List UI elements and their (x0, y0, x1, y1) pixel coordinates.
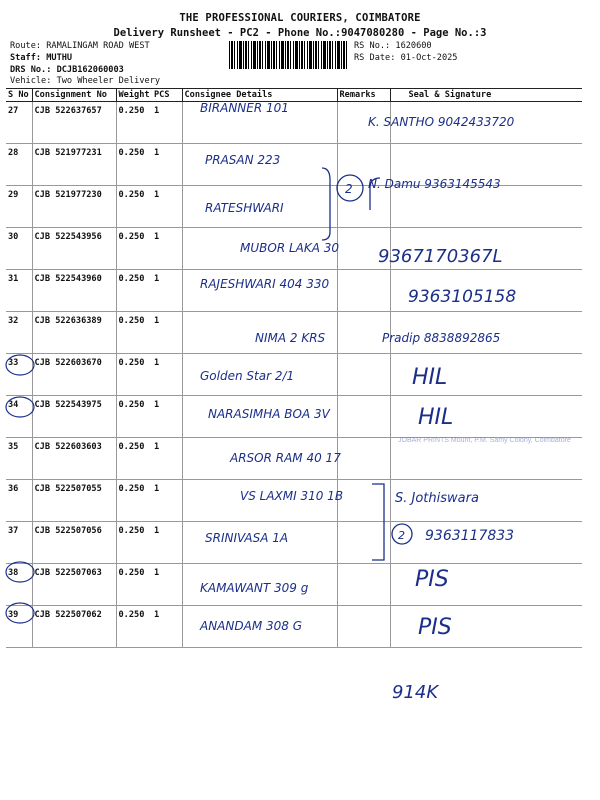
pcs-cell: 1 (152, 564, 182, 606)
consignee-handwriting: SRINIVASA 1A (205, 531, 289, 545)
weight-cell: 0.250 (116, 354, 152, 396)
pcs-cell: 1 (152, 396, 182, 438)
consignment-cell: CJB 522543975 (32, 396, 116, 438)
col-seal: Seal & Signature (390, 89, 582, 102)
weight-cell: 0.250 (116, 396, 152, 438)
seal-handwriting: Pradip 8838892865 (382, 331, 501, 345)
vehicle-label: Vehicle: Two Wheeler Delivery (10, 76, 161, 86)
sno-cell: 28 (6, 144, 32, 186)
remark-mark: 2 (345, 182, 353, 196)
sno-cell: 33 (6, 354, 32, 396)
rs-date: RS Date: 01-Oct-2025 (354, 53, 458, 63)
sno-cell: 27 (6, 102, 32, 144)
route-label: Route: RAMALINGAM ROAD WEST (10, 41, 150, 51)
weight-cell: 0.250 (116, 228, 152, 270)
sno-cell: 31 (6, 270, 32, 312)
consignee-handwriting: ANANDAM 308 G (200, 619, 303, 633)
col-consignee: Consignee Details (182, 89, 337, 102)
weight-cell: 0.250 (116, 186, 152, 228)
footer-handwritten-note: 914K (392, 682, 439, 703)
consignment-cell: CJB 521977230 (32, 186, 116, 228)
consignment-cell: CJB 522543960 (32, 270, 116, 312)
remark-mark: 2 (398, 529, 405, 542)
sno-cell: 38 (6, 564, 32, 606)
consignment-cell: CJB 522636389 (32, 312, 116, 354)
consignment-cell: CJB 522543956 (32, 228, 116, 270)
consignment-cell: CJB 522507063 (32, 564, 116, 606)
consignment-cell: CJB 521977231 (32, 144, 116, 186)
consignee-handwriting: BIRANNER 101 (200, 101, 289, 115)
stamp-text: JOBAR PRINTS Mount, P.M. Samy Colony, Coimbatore (398, 437, 571, 444)
sno-circle (6, 562, 34, 582)
seal-handwriting: K. SANTHO 9042433720 (368, 115, 515, 129)
seal-handwriting: PIS (418, 615, 452, 640)
consignee-handwriting: Golden Star 2/1 (200, 369, 295, 383)
sno-cell: 35 (6, 438, 32, 480)
col-remarks: Remarks (337, 89, 390, 102)
remark-bracket (372, 484, 384, 560)
consignment-cell: CJB 522507056 (32, 522, 116, 564)
sno-cell: 32 (6, 312, 32, 354)
sno-circle (6, 603, 34, 623)
consignment-cell: CJB 522603670 (32, 354, 116, 396)
col-sno: S No (6, 89, 32, 102)
seal-handwriting: 9367170367L (378, 246, 503, 267)
staff-label: Staff: MUTHU (10, 53, 73, 63)
consignment-cell: CJB 522507055 (32, 480, 116, 522)
pcs-cell: 1 (152, 270, 182, 312)
consignment-cell: CJB 522507062 (32, 606, 116, 648)
pcs-cell: 1 (152, 606, 182, 648)
rs-number: RS No.: 1620600 (354, 41, 432, 51)
pcs-cell: 1 (152, 354, 182, 396)
pcs-cell: 1 (152, 144, 182, 186)
runsheet-title: Delivery Runsheet - PC2 - Phone No.:9047080280 - Page No.:3 (113, 27, 487, 39)
seal-handwriting: HIL (412, 365, 448, 390)
seal-handwriting: 9363117833 (425, 528, 515, 544)
sno-cell: 36 (6, 480, 32, 522)
consignment-cell: CJB 522637657 (32, 102, 116, 144)
sno-circle (6, 355, 34, 375)
seal-handwriting: PIS (415, 567, 449, 592)
pcs-cell: 1 (152, 102, 182, 144)
col-weight: Weight (116, 89, 152, 102)
pcs-cell: 1 (152, 186, 182, 228)
consignee-handwriting: VS LAXMI 310 1B (240, 489, 344, 503)
consignee-handwriting: MUBOR LAKA 30 (240, 241, 340, 255)
consignee-handwriting: NIMA 2 KRS (255, 331, 326, 345)
consignee-handwriting: KAMAWANT 309 g (200, 581, 309, 595)
col-consignment: Consignment No (32, 89, 116, 102)
weight-cell: 0.250 (116, 144, 152, 186)
consignee-handwriting: PRASAN 223 (205, 153, 281, 167)
weight-cell: 0.250 (116, 564, 152, 606)
drs-label: DRS No.: DCJB162060003 (10, 65, 124, 75)
seal-handwriting: 9363105158 (408, 287, 517, 307)
consignee-handwriting: NARASIMHA BOA 3V (208, 407, 330, 421)
weight-cell: 0.250 (116, 312, 152, 354)
consignee-handwriting: RATESHWARI (205, 201, 284, 215)
pcs-cell: 1 (152, 522, 182, 564)
sno-cell: 39 (6, 606, 32, 648)
sno-cell: 37 (6, 522, 32, 564)
sno-cell: 30 (6, 228, 32, 270)
consignment-cell: CJB 522603603 (32, 438, 116, 480)
weight-cell: 0.250 (116, 270, 152, 312)
weight-cell: 0.250 (116, 522, 152, 564)
col-pcs: PCS (152, 89, 182, 102)
weight-cell: 0.250 (116, 438, 152, 480)
remark-bracket (322, 168, 330, 240)
sno-cell: 34 (6, 396, 32, 438)
consignee-handwriting: RAJESHWARI 404 330 (200, 277, 330, 291)
pcs-cell: 1 (152, 228, 182, 270)
seal-handwriting: N. Damu 9363145543 (368, 177, 501, 191)
pcs-cell: 1 (152, 438, 182, 480)
sno-circle (6, 397, 34, 417)
seal-handwriting: S. Jothiswara (395, 491, 479, 506)
weight-cell: 0.250 (116, 606, 152, 648)
consignee-handwriting: ARSOR RAM 40 17 (230, 451, 341, 465)
weight-cell: 0.250 (116, 480, 152, 522)
pcs-cell: 1 (152, 480, 182, 522)
pcs-cell: 1 (152, 312, 182, 354)
seal-handwriting: HIL (418, 405, 454, 430)
weight-cell: 0.250 (116, 102, 152, 144)
sno-cell: 29 (6, 186, 32, 228)
company-title: THE PROFESSIONAL COURIERS, COIMBATORE (179, 12, 421, 24)
